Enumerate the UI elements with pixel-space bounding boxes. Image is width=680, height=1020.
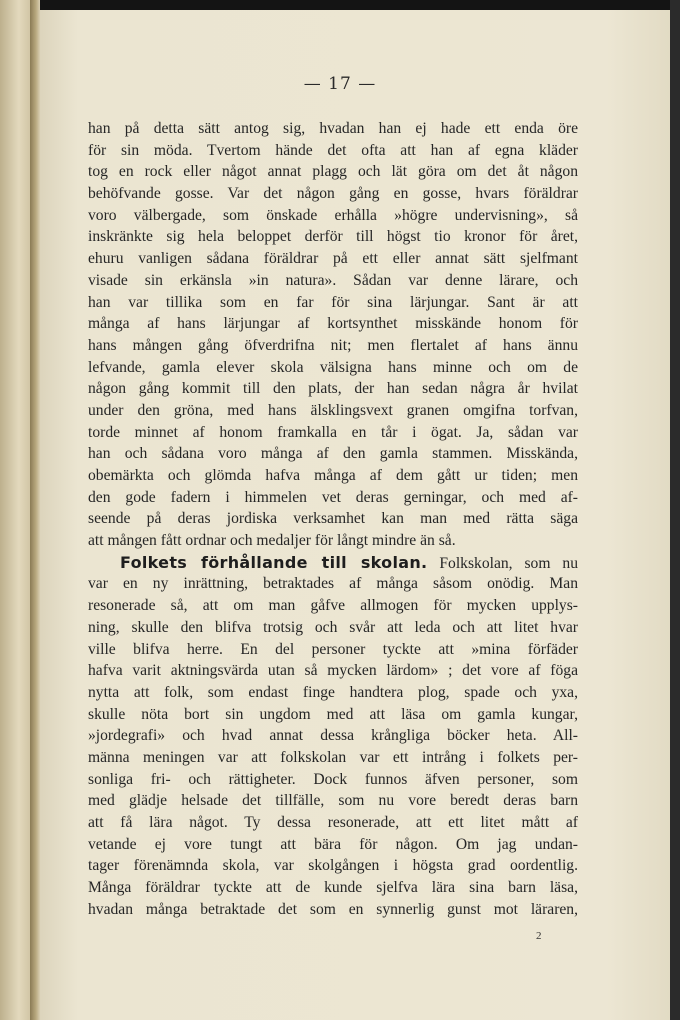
text-line: med glädje helsade det tillfälle, som nu vore beredt deras barn bbox=[88, 792, 578, 810]
text-line: voro välbergade, som önskade erhålla »högre undervisning», så bbox=[88, 206, 578, 224]
text-line: seende på deras jordiska verksamhet kan man med rätta säga bbox=[88, 510, 578, 528]
heading-line-rest: Folkskolan, som nu bbox=[439, 554, 578, 572]
text-line: sonliga fri- och rättigheter. Dock funnos äfven personer, som bbox=[88, 770, 578, 788]
text-line: resonerade så, att om man gåfve allmogen för mycken upplys- bbox=[88, 597, 578, 615]
text-line: lefvande, gamla elever skola välsigna hans minne och om de bbox=[88, 358, 578, 376]
text-line: han och sådana voro många af den gamla stammen. Misskända, bbox=[88, 445, 578, 463]
text-line: männa meningen var att folkskolan var ett intrång i folkets per- bbox=[88, 748, 578, 766]
text-line: ehuru vanligen sådana föräldrar på ett eller annat sätt sjelfmant bbox=[88, 250, 578, 268]
text-line: skulle nöta bort sin ungdom med att läsa om gamla kungar, bbox=[88, 705, 578, 723]
text-line: någon gång kommit till den plats, der han sedan några år hvilat bbox=[88, 380, 578, 398]
text-line: ville blifva herre. En del personer tyckte att »mina förfäder bbox=[88, 640, 578, 658]
text-line: tager förenämnda skola, var skolgången i högsta grad oordentlig. bbox=[88, 857, 578, 875]
text-line: behöfvande gosse. Var det någon gång en gosse, hvars föräldrar bbox=[88, 185, 578, 203]
section-heading-line bbox=[88, 552, 578, 574]
text-line: ning, skulle den blifva trotsig och svår att leda och att litet hvar bbox=[88, 618, 578, 636]
text-line: tog en rock eller något annat plagg och lät göra om det åt någon bbox=[88, 163, 578, 181]
text-line: under den gröna, med hans älsklingsvext granen omgifna torfvan, bbox=[88, 401, 578, 419]
text-line: vetande ej vore tungt att bära för någon. Om jag undan- bbox=[88, 835, 578, 853]
text-line: torde minnet af honom framkalla en tår i ögat. Ja, sådan var bbox=[88, 423, 578, 441]
book-spine bbox=[0, 0, 34, 1020]
text-line: hafva varit aktningsvärda utan så mycken lärdom» ; det vore af föga bbox=[88, 662, 578, 680]
text-line: för sin möda. Tvertom hände det ofta att han af egna kläder bbox=[88, 141, 578, 159]
text-line: han var tillika som en far för sina lärjungar. Sant är att bbox=[88, 293, 578, 311]
text-line: inskränkte sig hela beloppet derför till högst tio kronor för året, bbox=[88, 228, 578, 246]
scan-right-border bbox=[670, 0, 680, 1020]
text-line: nytta att folk, som endast finge handtera plog, spade och yxa, bbox=[88, 683, 578, 701]
text-line: den gode fadern i himmelen vet deras gerningar, och med af- bbox=[88, 488, 578, 506]
text-line: visade sin erkänsla »in natura». Sådan var denne lärare, och bbox=[88, 271, 578, 289]
text-line: många af hans lärjungar af kortsynthet misskände honom för bbox=[88, 315, 578, 333]
text-line: att få lära något. Ty dessa resonerade, att ett litet mått af bbox=[88, 814, 578, 831]
text-line: »jordegrafi» och hvad annat dessa krångliga böcker heta. All- bbox=[88, 727, 578, 745]
text-line: Många föräldrar tyckte att de kunde sjelfva lära sina barn läsa, bbox=[88, 879, 578, 897]
text-line: att mången fått ordnar och medaljer för långt mindre än så. bbox=[88, 532, 456, 550]
body-text bbox=[88, 118, 578, 920]
text-line: hvadan många betraktade det som en synnerlig gunst mot läraren, bbox=[88, 900, 578, 918]
page-number: — 17 — bbox=[303, 74, 377, 94]
text-line: hans mången gång öfverdrifna nit; men flertalet af hans ännu bbox=[88, 336, 578, 354]
text-line: han på detta sätt antog sig, hvadan han ej hade ett enda öre bbox=[88, 120, 578, 137]
signature-mark: 2 bbox=[536, 930, 542, 942]
page-gutter bbox=[30, 0, 40, 1020]
section-heading: Folkets förhållande till skolan. bbox=[120, 552, 428, 572]
text-line: var en ny inrättning, betraktades af många såsom onödig. Man bbox=[88, 575, 578, 593]
text-line: obemärkta och glömda hafva många af dem gått ur tiden; men bbox=[88, 467, 578, 484]
